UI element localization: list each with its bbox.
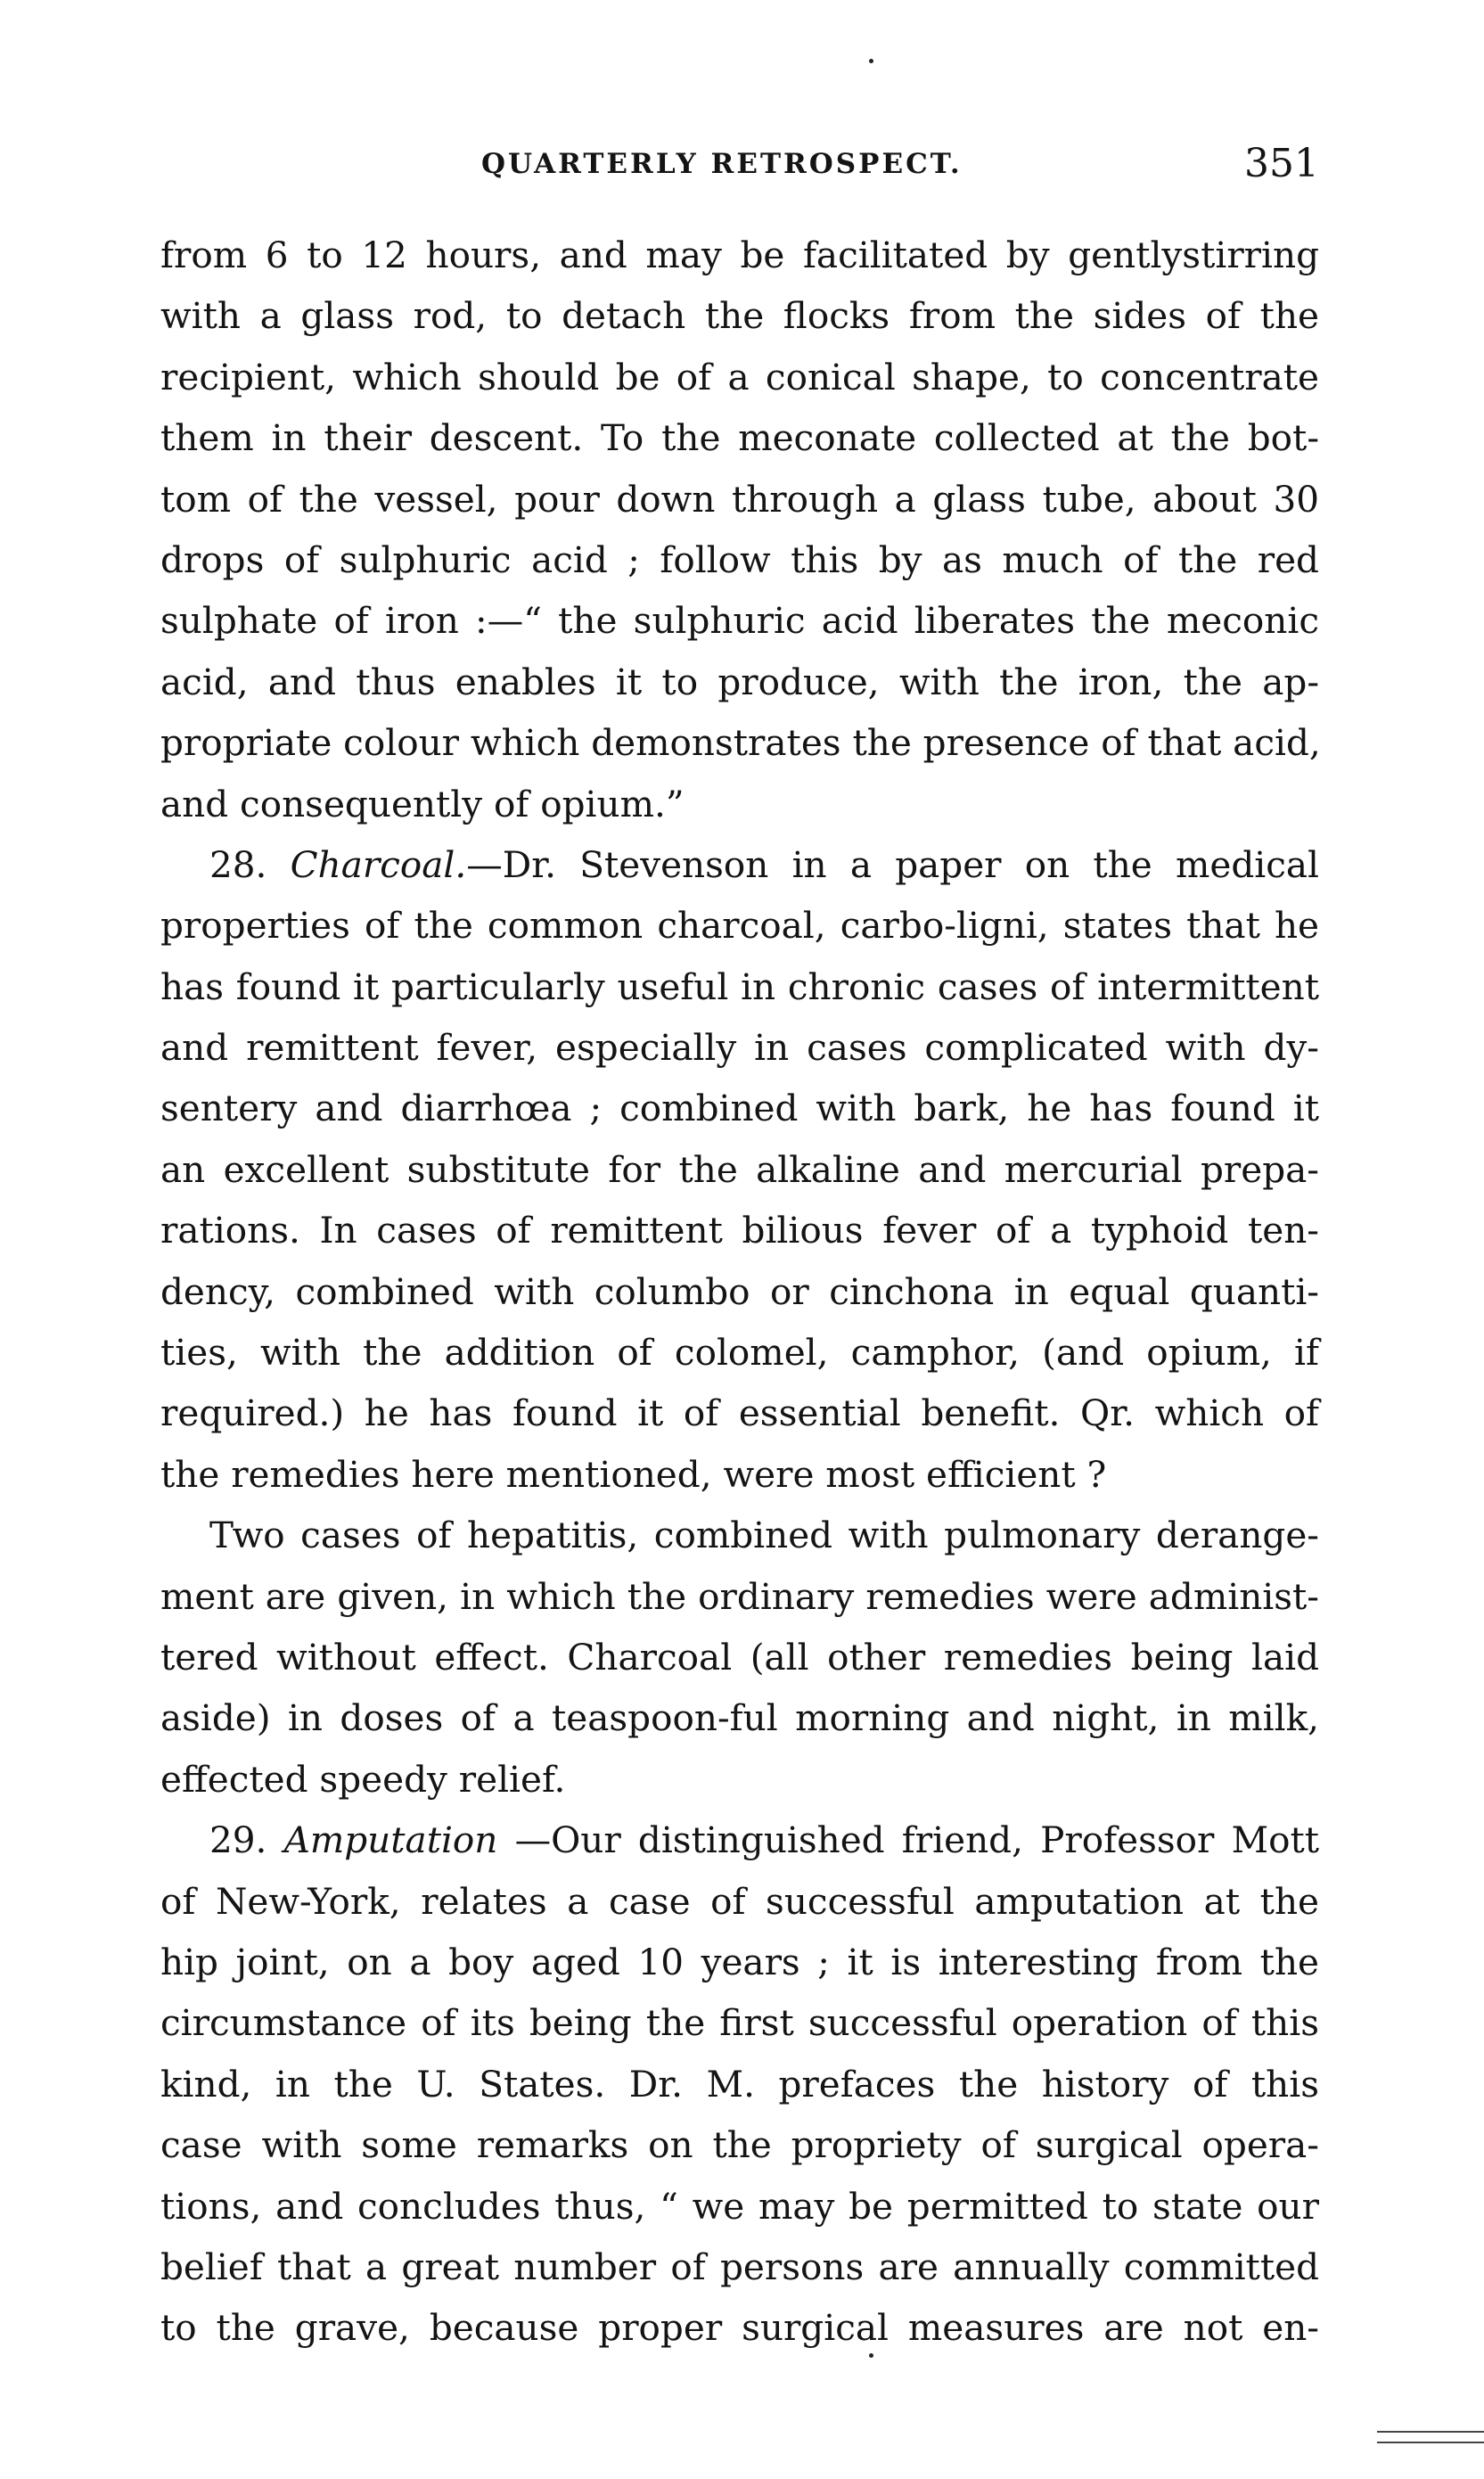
text-line: propriate colour which demonstrates the presence of that acid, — [160, 721, 1321, 765]
text-line: and consequently of opium.” — [160, 782, 685, 825]
text-line: rations. In cases of remittent bilious fever of a typhoid ten- — [160, 1209, 1319, 1252]
text-line: with a glass rod, to detach the flocks from the sides of the — [160, 294, 1319, 338]
text-line: tered without effect. Charcoal (all other remedies being laid — [160, 1635, 1319, 1679]
text-line: them in their descent. To the meconate collected at the bot- — [160, 416, 1319, 460]
text-line: required.) he has found it of essential benefit. Qr. which of — [160, 1391, 1319, 1435]
text-line: from 6 to 12 hours, and may be facilitated by gentlystirring — [160, 234, 1319, 276]
text-line: effected speedy relief. — [160, 1757, 566, 1801]
text-line: case with some remarks on the propriety of surgical opera- — [160, 2123, 1319, 2167]
text-line: circumstance of its being the first successful operation of this — [160, 2001, 1319, 2045]
text-line: acid, and thus enables it to produce, with the iron, the ap- — [160, 660, 1319, 703]
text-line: ment are given, in which the ordinary remedies were administ- — [160, 1574, 1319, 1618]
text-line: kind, in the U. States. Dr. M. prefaces the history of this — [160, 2062, 1319, 2106]
page-header — [160, 143, 1319, 196]
text-line: drops of sulphuric acid ; follow this by as much of the red — [160, 538, 1319, 581]
text-line: and remittent fever, especially in cases complicated with dy- — [160, 1026, 1319, 1070]
section-heading-line: 28. Charcoal.—Dr. Stevenson in a paper on the medical — [209, 842, 1319, 886]
text-line: to the grave, because proper surgical measures are not en- — [160, 2306, 1319, 2350]
text-line: aside) in doses of a teaspoon-ful morning and night, in milk, — [160, 1696, 1319, 1740]
page-number: 351 — [1244, 141, 1319, 186]
text-line: dency, combined with columbo or cinchona in equal quanti- — [160, 1269, 1319, 1313]
text-line: sulphate of iron :—“ the sulphuric acid liberates the meconic — [160, 599, 1319, 643]
text-line: tom of the vessel, pour down through a glass tube, about 30 — [160, 477, 1319, 521]
ink-speck-bottom — [869, 2353, 873, 2358]
section-heading-line: 29. Amputation —Our distinguished friend, Professor Mott — [209, 1818, 1319, 1862]
text-line: tions, and concludes thus, “ we may be permitted to state our — [160, 2184, 1319, 2228]
body-text — [160, 225, 1319, 2359]
text-line: the remedies here mentioned, were most efficient ? — [160, 1452, 1107, 1496]
text-line: an excellent substitute for the alkaline and mercurial prepa- — [160, 1147, 1319, 1191]
text-line: has found it particularly useful in chronic cases of intermittent — [160, 965, 1319, 1008]
ink-speck-top — [869, 59, 873, 63]
text-line: belief that a great number of persons are annually committed — [160, 2245, 1319, 2288]
text-line: recipient, which should be of a conical shape, to concentrate — [160, 355, 1319, 398]
text-line: ties, with the addition of colomel, camphor, (and opium, if — [160, 1331, 1319, 1375]
running-head: QUARTERLY RETROSPECT. — [481, 148, 963, 180]
text-line: hip joint, on a boy aged 10 years ; it is interesting from the — [160, 1940, 1319, 1983]
text-line: of New-York, relates a case of successful amputation at the — [160, 1879, 1319, 1923]
scan-edge-mark — [1377, 2431, 1484, 2443]
text-line: sentery and diarrhœa ; combined with bark, he has found it — [160, 1087, 1319, 1130]
paragraph-start-line: Two cases of hepatitis, combined with pulmonary derange- — [209, 1514, 1319, 1557]
text-line: properties of the common charcoal, carbo-ligni, states that he — [160, 904, 1319, 948]
